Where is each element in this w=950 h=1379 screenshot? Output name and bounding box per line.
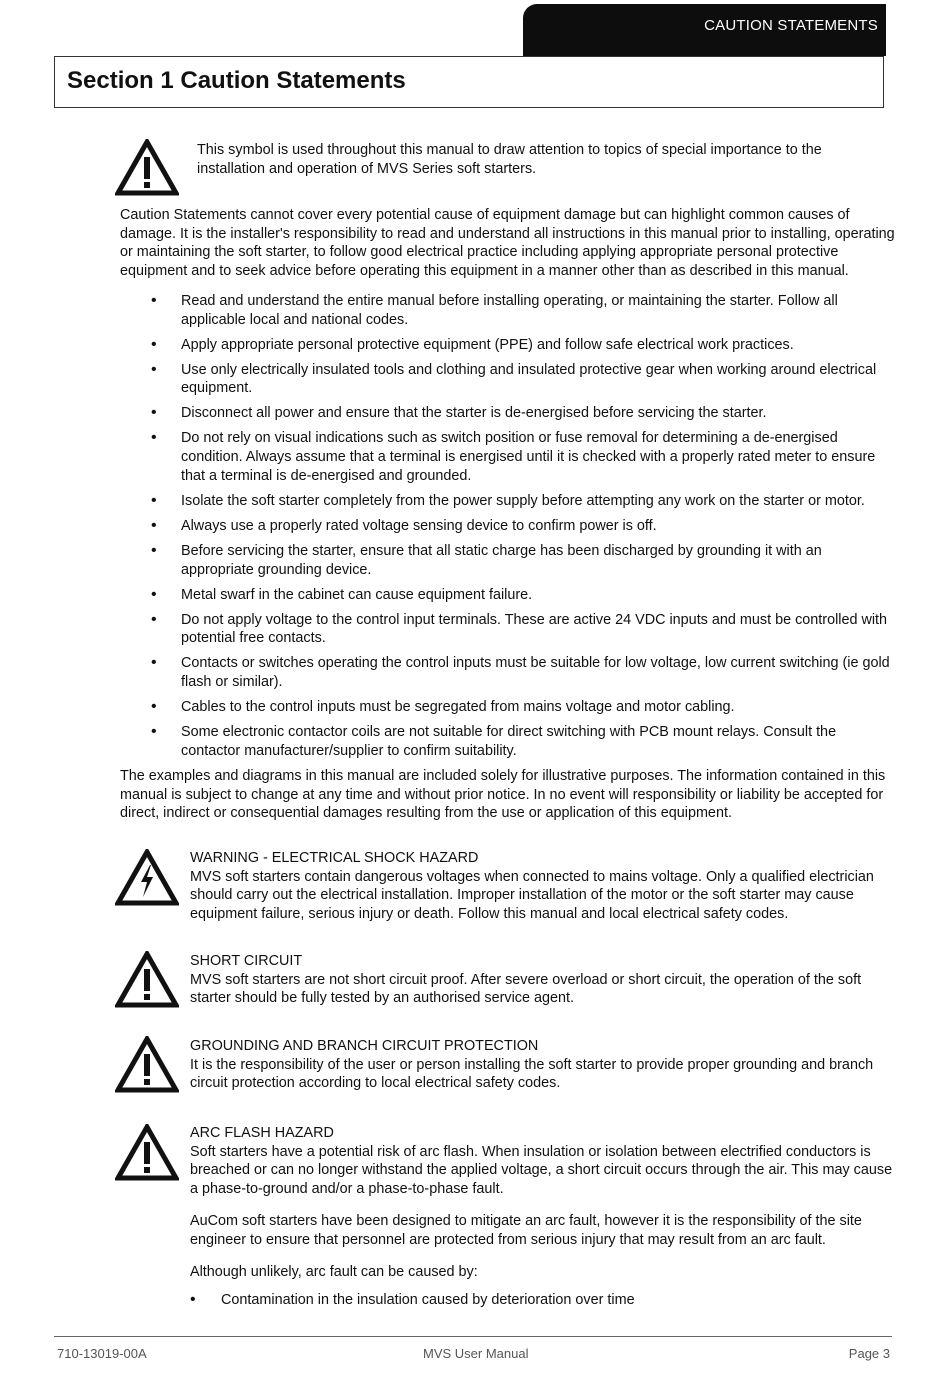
- list-item: • Isolate the soft starter completely from the power supply before attempting any work on the starter or motor.: [120, 492, 895, 511]
- arc-flash-causes-intro: Although unlikely, arc fault can be caused by:: [190, 1264, 478, 1280]
- list-item: • Disconnect all power and ensure that the starter is de-energised before servicing the starter.: [120, 404, 895, 423]
- grounding-block: [190, 1037, 890, 1093]
- electrical-shock-icon: [115, 849, 179, 906]
- short-circuit-title: SHORT CIRCUIT: [190, 953, 303, 969]
- intro-paragraph: Caution Statements cannot cover every potential cause of equipment damage but can highlight common causes of damage. It is the installer's responsibility to read and understand all instructions in this manual prior to installing, operating or maintaining the soft starter, to follow good electrical practice including applying appropriate personal protective equipment and to seek advice before operating this equipment in a manner other than as described in this manual.: [120, 207, 895, 280]
- header-tab-label: CAUTION STATEMENTS: [704, 17, 878, 34]
- caution-icon: [115, 1036, 179, 1093]
- caution-bullet-list: [120, 292, 895, 767]
- list-item: • Contacts or switches operating the control inputs must be suitable for low voltage, low current switching (ie gold flash or similar).: [120, 654, 895, 691]
- disclaimer-paragraph: The examples and diagrams in this manual are included solely for illustrative purposes. The information contained in this manual is subject to change at any time and without prior notice. In no event will responsibility or liability be accepted for direct, indirect or consequential damages resulting from the use or application of this equipment.: [120, 768, 886, 822]
- footer-divider: [54, 1336, 892, 1337]
- arc-flash-text: Soft starters have a potential risk of arc flash. When insulation or isolation between electrified conductors is breached or can no longer withstand the applied voltage, a short circuit occurs through the air. This may cause a phase-to-ground and/or a phase-to-phase fault.: [190, 1143, 893, 1198]
- manual-title: MVS User Manual: [423, 1346, 529, 1361]
- list-item: • Contamination in the insulation caused by deterioration over time: [190, 1291, 890, 1310]
- list-item: • Do not rely on visual indications such as switch position or fuse removal for determining a de-energised condition. Always assume that a terminal is energised until it is checked with a properly rated meter to ensure that a terminal is de-energised and grounded.: [120, 429, 895, 485]
- list-item: • Use only electrically insulated tools and clothing and insulated protective gear when working around electrical equipment.: [120, 361, 895, 398]
- arc-flash-block: [190, 1124, 895, 1199]
- caution-icon: [115, 1124, 179, 1181]
- list-item: • Metal swarf in the cabinet can cause equipment failure.: [120, 586, 895, 605]
- list-item: • Read and understand the entire manual before installing operating, or maintaining the starter. Follow all applicable local and national codes.: [120, 292, 895, 329]
- caution-icon: [115, 139, 179, 196]
- section-heading-box: [54, 56, 884, 108]
- arc-flash-paragraph: AuCom soft starters have been designed to mitigate an arc fault, however it is the responsibility of the site engineer to ensure that personnel are protected from serious injury that may result from an arc fault.: [190, 1213, 862, 1248]
- shock-hazard-title: WARNING - ELECTRICAL SHOCK HAZARD: [190, 850, 479, 866]
- list-item: • Do not apply voltage to the control input terminals. These are active 24 VDC inputs and must be controlled with potential free contacts.: [120, 611, 895, 648]
- caution-icon: [115, 951, 179, 1008]
- grounding-title: GROUNDING AND BRANCH CIRCUIT PROTECTION: [190, 1038, 539, 1054]
- arc-flash-title: ARC FLASH HAZARD: [190, 1125, 334, 1141]
- shock-hazard-block: [190, 849, 890, 924]
- list-item: • Apply appropriate personal protective equipment (PPE) and follow safe electrical work practices.: [120, 336, 895, 355]
- list-item: • Before servicing the starter, ensure that all static charge has been discharged by grounding it with an appropriate grounding device.: [120, 542, 895, 579]
- grounding-text: It is the responsibility of the user or person installing the soft starter to provide proper grounding and branch circuit protection according to local electrical safety codes.: [190, 1056, 874, 1092]
- page-title: Section 1 Caution Statements: [67, 67, 406, 94]
- symbol-explanation: This symbol is used throughout this manual to draw attention to topics of special importance to the installation and operation of MVS Series soft starters.: [197, 142, 822, 177]
- doc-number: 710-13019-00A: [57, 1346, 147, 1361]
- page-number: Page 3: [848, 1346, 890, 1361]
- list-item: • Cables to the control inputs must be segregated from mains voltage and motor cabling.: [120, 698, 895, 717]
- short-circuit-block: [190, 952, 890, 1008]
- header-tab: [523, 4, 886, 56]
- list-item: • Some electronic contactor coils are not suitable for direct switching with PCB mount relays. Consult the contactor manufacturer/supplier to confirm suitability.: [120, 723, 895, 760]
- list-item: • Always use a properly rated voltage sensing device to confirm power is off.: [120, 517, 895, 536]
- shock-hazard-text: MVS soft starters contain dangerous voltages when connected to mains voltage. Only a qualified electrician should carry out the electrical installation. Improper installation of the motor or the soft starter may cause equipment failure, serious injury or death. Follow this manual and local electrical safety codes.: [190, 868, 874, 923]
- short-circuit-text: MVS soft starters are not short circuit proof. After severe overload or short circuit, the operation of the soft starter should be fully tested by an authorised service agent.: [190, 971, 862, 1007]
